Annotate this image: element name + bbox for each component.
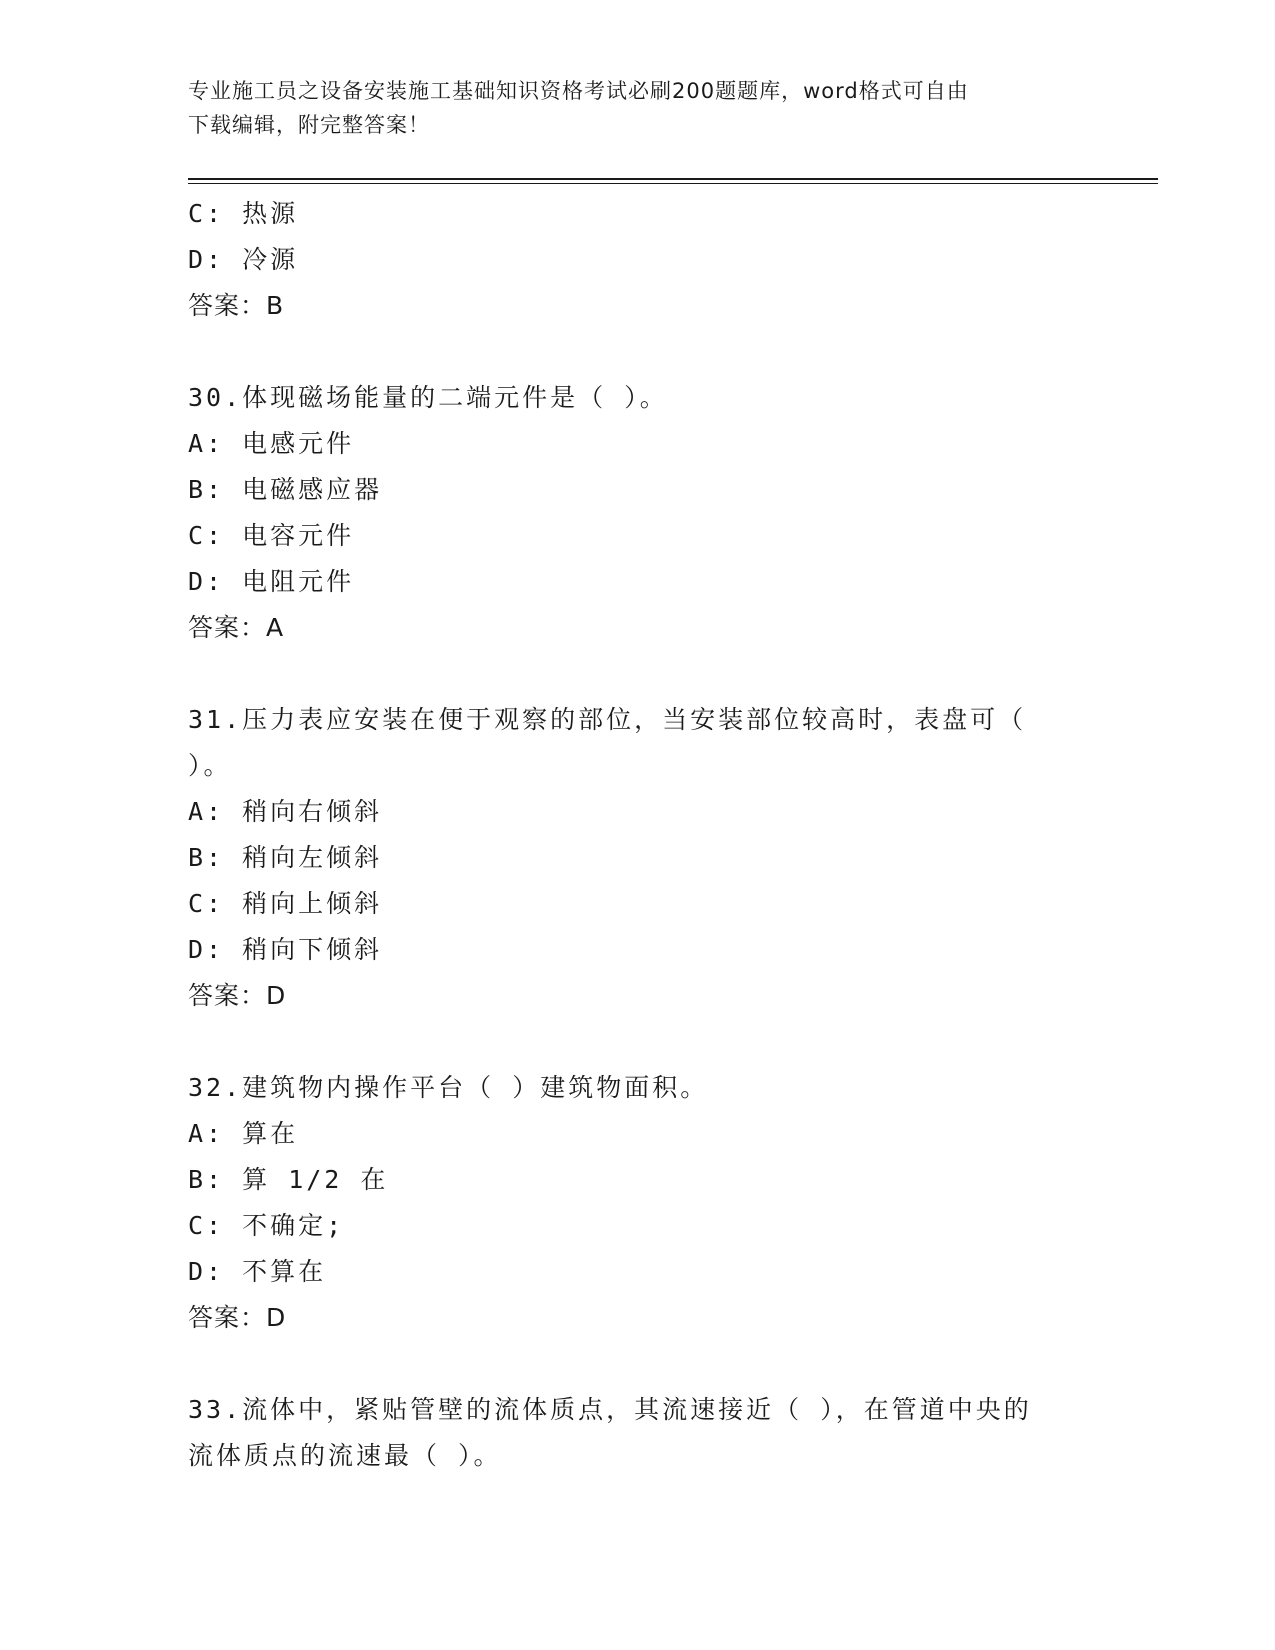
question-text-line-1: 33.流体中，紧贴管壁的流体质点，其流速接近（ ），在管道中央的 bbox=[188, 1395, 1032, 1424]
option-a: A: 稍向右倾斜 bbox=[188, 797, 383, 826]
question-31 bbox=[188, 697, 1088, 1019]
question-text-line-2: ）。 bbox=[188, 751, 232, 780]
question-30 bbox=[188, 375, 1088, 651]
document-header bbox=[188, 74, 1068, 142]
option-d: D: 电阻元件 bbox=[188, 567, 355, 596]
question-list bbox=[188, 191, 1088, 1479]
option-d: D: 不算在 bbox=[188, 1257, 327, 1286]
header-rule-thick bbox=[188, 178, 1158, 180]
answer: 答案：D bbox=[188, 981, 287, 1010]
header-line-2: 下载编辑，附完整答案！ bbox=[188, 113, 430, 137]
question-33 bbox=[188, 1387, 1088, 1479]
option-b: B: 电磁感应器 bbox=[188, 475, 383, 504]
answer: 答案：D bbox=[188, 1303, 287, 1332]
question-text-line-1: 31.压力表应安装在便于观察的部位，当安装部位较高时，表盘可（ bbox=[188, 705, 1027, 734]
option-b: B: 算 1/2 在 bbox=[188, 1165, 389, 1194]
option-d: D: 冷源 bbox=[188, 245, 299, 274]
option-c: C: 热源 bbox=[188, 199, 299, 228]
spacer bbox=[188, 1341, 1088, 1387]
question-32 bbox=[188, 1065, 1088, 1341]
option-b: B: 稍向左倾斜 bbox=[188, 843, 383, 872]
header-line-1: 专业施工员之设备安装施工基础知识资格考试必刷200题题库，word格式可自由 bbox=[188, 79, 969, 103]
option-c: C: 稍向上倾斜 bbox=[188, 889, 383, 918]
option-c: C: 电容元件 bbox=[188, 521, 355, 550]
option-c: C: 不确定; bbox=[188, 1211, 345, 1240]
answer: 答案：A bbox=[188, 613, 285, 642]
question-text-line-2: 流体质点的流速最（ ）。 bbox=[188, 1441, 502, 1470]
spacer bbox=[188, 651, 1088, 697]
option-a: A: 算在 bbox=[188, 1119, 299, 1148]
option-a: A: 电感元件 bbox=[188, 429, 355, 458]
spacer bbox=[188, 1019, 1088, 1065]
header-rule-thin bbox=[188, 183, 1158, 184]
question-text: 32.建筑物内操作平台（ ）建筑物面积。 bbox=[188, 1073, 709, 1102]
spacer bbox=[188, 329, 1088, 375]
question-text: 30.体现磁场能量的二端元件是（ ）。 bbox=[188, 383, 668, 412]
answer: 答案：B bbox=[188, 291, 285, 320]
option-d: D: 稍向下倾斜 bbox=[188, 935, 383, 964]
question-29 bbox=[188, 191, 1088, 329]
